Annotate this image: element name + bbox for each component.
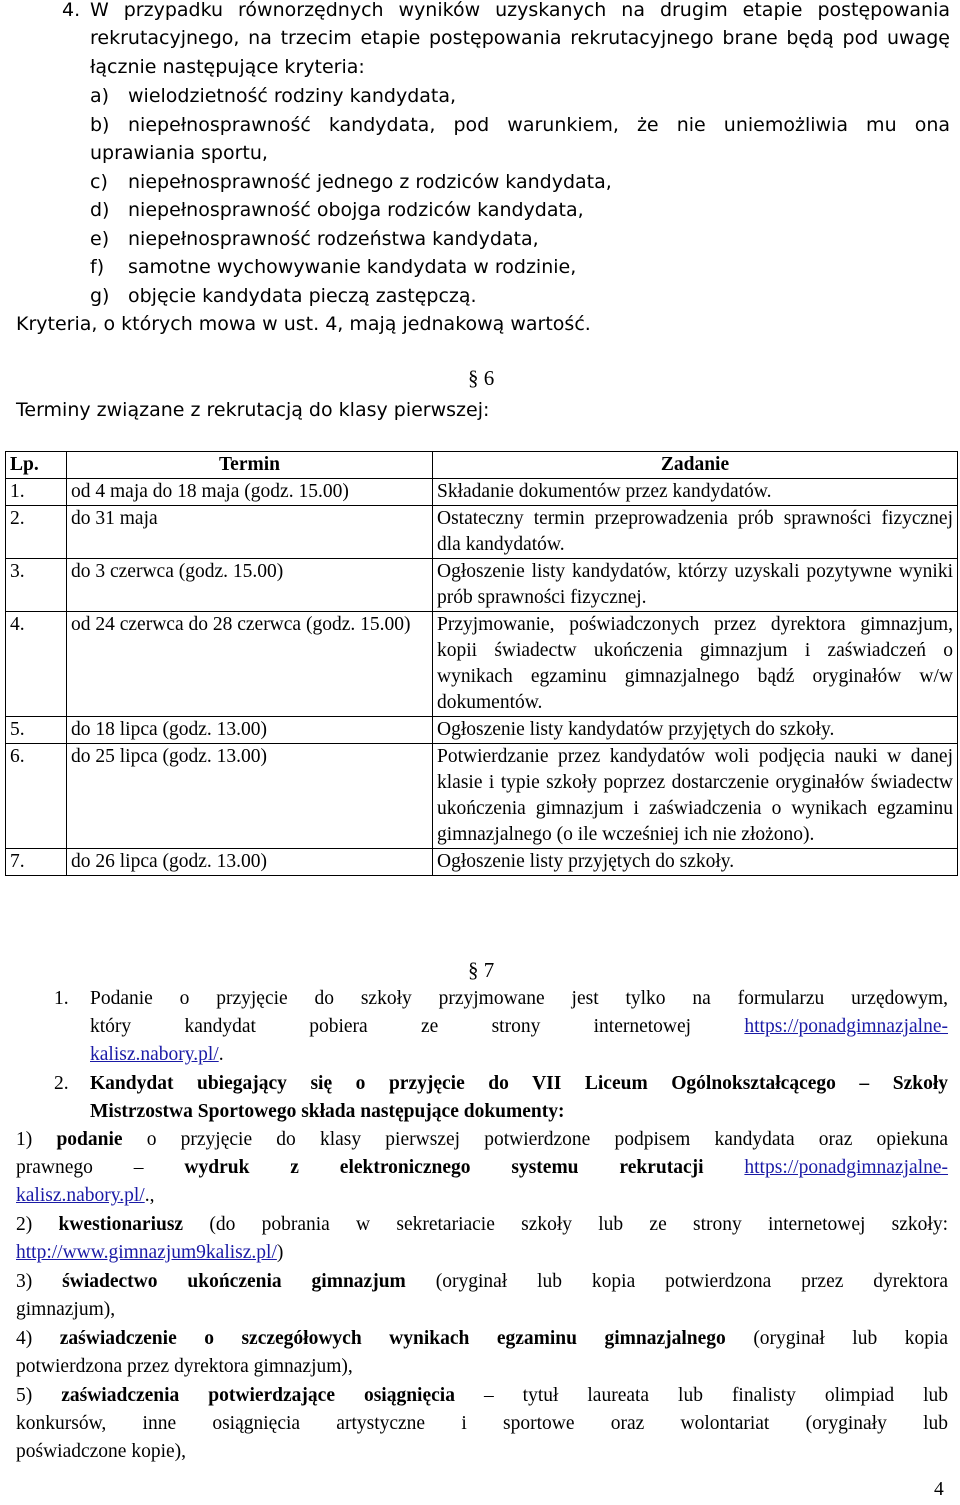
cell-lp: 3. [6,559,67,612]
section-6-heading: Terminy związane z rekrutacją do klasy pierwszej: [16,399,490,421]
document-item-line: http://www.gimnazjum9kalisz.pl/) [16,1242,284,1263]
document-item-line: gimnazjum), [16,1299,116,1320]
document-item-line: potwierdzona przez dyrektora gimnazjum), [16,1356,353,1377]
column-header-lp: Lp. [6,452,67,479]
section-number: 6 [483,366,495,390]
criterion-label: d) [90,199,110,221]
table-row [6,479,958,506]
cell-termin: do 18 lipca (godz. 13.00) [67,717,433,744]
section-6-mark [468,366,494,391]
cell-termin: od 24 czerwca do 28 czerwca (godz. 15.00) [67,612,433,717]
intro-line: W przypadku równorzędnych wyników uzyskanych na drugim etapie postępowania [90,0,950,21]
intro-line: łącznie następujące kryteria: [90,56,365,78]
document-item-line: konkursów, inne osiągnięcia artystyczne i sportowe oraz wolontariat (oryginały lub [16,1413,948,1434]
criterion-label: g) [90,285,110,307]
table-row [6,744,958,849]
criterion-text-cont: uprawiania sportu, [90,142,268,164]
cell-zadanie: Ogłoszenie listy kandydatów przyjętych do szkoły. [433,717,958,744]
criterion-label: c) [90,171,108,193]
paragraph-line: Mistrzostwa Sportowego składa następujące dokumenty: [90,1101,565,1122]
cell-lp: 1. [6,479,67,506]
cell-termin: do 31 maja [67,506,433,559]
paragraph-number: 2. [54,1073,69,1094]
item-number: 4. [62,0,81,21]
cell-lp: 5. [6,717,67,744]
section-7-mark [468,958,494,983]
paragraph-line: kalisz.nabory.pl/. [90,1044,224,1065]
cell-zadanie: Przyjmowanie, poświadczonych przez dyrektora gimnazjum, kopii świadectw ukończenia gimnazjum i zaświadczeń o wynikach egzaminu gimnazjalnego bądź oryginałów w/w dokumentów. [433,612,958,717]
cell-zadanie: Składanie dokumentów przez kandydatów. [433,479,958,506]
schedule-table [5,451,958,876]
criterion-label: b) [90,114,110,136]
criterion-label: e) [90,228,110,250]
cell-lp: 2. [6,506,67,559]
criterion-text: niepełnosprawność kandydata, pod warunkiem, że nie uniemożliwia mu ona [128,114,950,136]
document-item: 2) kwestionariusz (do pobrania w sekretariacie szkoły lub ze strony internetowej szkoły: [16,1214,949,1235]
document-item-line: prawnego – wydruk z elektronicznego systemu rekrutacji https://ponadgimnazjalne- [16,1157,949,1178]
intro-line: rekrutacyjnego, na trzecim etapie postępowania rekrutacyjnego brane będą pod uwagę [90,27,950,49]
paragraph-number: 1. [54,988,69,1009]
section-number: 7 [483,958,495,982]
cell-zadanie: Ostateczny termin przeprowadzenia prób sprawności fizycznej dla kandydatów. [433,506,958,559]
criterion-text: niepełnosprawność jednego z rodziców kandydata, [128,171,612,193]
table-row [6,612,958,717]
criterion-text: niepełnosprawność obojga rodziców kandydata, [128,199,584,221]
paragraph-line: który kandydat pobiera ze strony internetowej https://ponadgimnazjalne- [90,1016,948,1037]
cell-termin: do 26 lipca (godz. 13.00) [67,849,433,876]
criterion-text: samotne wychowywanie kandydata w rodzinie, [128,256,577,278]
criterion-text: objęcie kandydata pieczą zastępczą. [128,285,477,307]
form-link-cont[interactable]: kalisz.nabory.pl/ [90,1044,219,1065]
criterion-text: niepełnosprawność rodzeństwa kandydata, [128,228,539,250]
table-row [6,559,958,612]
criteria-closing: Kryteria, o których mowa w ust. 4, mają jednakową wartość. [16,313,591,335]
cell-zadanie: Ogłoszenie listy kandydatów, którzy uzyskali pozytywne wyniki prób sprawności fizycznej. [433,559,958,612]
criterion-text: wielodzietność rodziny kandydata, [128,85,457,107]
cell-zadanie: Ogłoszenie listy przyjętych do szkoły. [433,849,958,876]
document-item-line: kalisz.nabory.pl/., [16,1185,155,1206]
paragraph-line: Kandydat ubiegający się o przyjęcie do VII Liceum Ogólnokształcącego – Szkoły [90,1073,948,1094]
section-symbol: § [468,366,479,390]
school-website-link[interactable]: http://www.gimnazjum9kalisz.pl/ [16,1242,277,1263]
table-row [6,506,958,559]
document-item: 3) świadectwo ukończenia gimnazjum (oryginał lub kopia potwierdzona przez dyrektora [16,1271,948,1292]
cell-zadanie: Potwierdzanie przez kandydatów woli podjęcia nauki w danej klasie i typie szkoły poprzez dostarczenie oryginałów świadectw ukończenia gimnazjum i zaświadczenia o wynikach egzaminu gimnazjalnego (o ile wcześniej ich nie złożono). [433,744,958,849]
cell-lp: 6. [6,744,67,849]
document-item: 5) zaświadczenia potwierdzające osiągnięcia – tytuł laureata lub finalisty olimpiad lub [16,1385,949,1406]
paragraph-line: Podanie o przyjęcie do szkoły przyjmowane jest tylko na formularzu urzędowym, [90,988,948,1009]
form-link[interactable]: https://ponadgimnazjalne- [744,1157,949,1178]
column-header-zadanie: Zadanie [433,452,958,479]
document-item-line: poświadczone kopie), [16,1441,187,1462]
cell-termin: do 25 lipca (godz. 13.00) [67,744,433,849]
document-item: 4) zaświadczenie o szczegółowych wynikach egzaminu gimnazjalnego (oryginał lub kopia [16,1328,949,1349]
form-link[interactable]: https://ponadgimnazjalne- [744,1016,948,1037]
page-number: 4 [934,1479,944,1500]
column-header-termin: Termin [67,452,433,479]
section-symbol: § [468,958,479,982]
cell-termin: od 4 maja do 18 maja (godz. 15.00) [67,479,433,506]
cell-lp: 7. [6,849,67,876]
cell-termin: do 3 czerwca (godz. 15.00) [67,559,433,612]
cell-lp: 4. [6,612,67,717]
criterion-label: a) [90,85,110,107]
table-header-row [6,452,958,479]
criterion-label: f) [90,256,105,278]
table-row [6,849,958,876]
table-row [6,717,958,744]
document-item: 1) podanie o przyjęcie do klasy pierwszej potwierdzone podpisem kandydata oraz opiekuna [16,1129,949,1150]
form-link-cont[interactable]: kalisz.nabory.pl/ [16,1185,145,1206]
